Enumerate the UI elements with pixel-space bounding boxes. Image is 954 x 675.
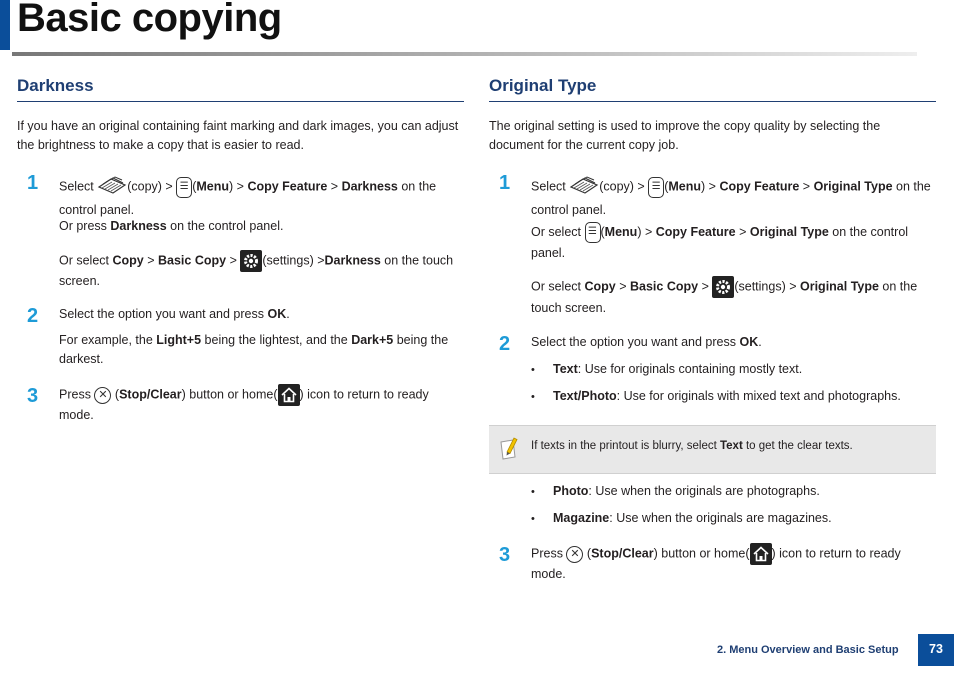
- stop-clear-icon: ✕: [566, 546, 583, 563]
- original-type-step1-text: Select (copy) > ☰ (Menu) > Copy Feature > Original Type on the control panel.: [531, 173, 936, 220]
- step-number: 1: [27, 172, 39, 194]
- original-type-step1-or-select-copy: Or select Copy > Basic Copy > (settings) > Original Type on the touch screen.: [531, 276, 936, 319]
- note-icon: [498, 436, 520, 465]
- footer-chapter: 2. Menu Overview and Basic Setup: [717, 644, 899, 656]
- title-accent-bar: [0, 0, 10, 50]
- original-type-step2-text: Select the option you want and press OK.: [531, 335, 762, 349]
- list-item: • Magazine: Use when the originals are magazines.: [531, 511, 832, 525]
- title-rule: [12, 52, 917, 56]
- gear-icon: [712, 276, 734, 298]
- darkness-step2-example: For example, the Light+5 being the lightest, and the Dark+5 being the darkest.: [59, 333, 449, 366]
- list-item: • Text: Use for originals containing mostly text.: [531, 362, 803, 376]
- stop-clear-icon: ✕: [94, 387, 111, 404]
- original-type-intro: The original setting is used to improve the copy quality by selecting the document for the current copy job.: [489, 119, 881, 152]
- darkness-heading-rule: [17, 101, 464, 102]
- menu-icon: ☰: [648, 177, 664, 198]
- original-type-step1-or-select-menu: Or select ☰ (Menu) > Copy Feature > Original Type on the control panel.: [531, 222, 936, 264]
- darkness-heading: Darkness: [17, 76, 94, 95]
- note-text: If texts in the printout is blurry, select Text to get the clear texts.: [531, 440, 853, 452]
- step-number: 3: [499, 544, 511, 566]
- original-type-heading-rule: [489, 101, 936, 102]
- step-number: 2: [499, 333, 511, 355]
- darkness-step1-text: Select (copy) > ☰ (Menu) > Copy Feature > Darkness on the control panel.: [59, 173, 464, 220]
- home-icon: [278, 384, 300, 406]
- copy-icon: [569, 173, 599, 201]
- gear-icon: [240, 250, 262, 272]
- note-box: [489, 425, 936, 474]
- darkness-step1-or-select: Or select Copy > Basic Copy > (settings) >Darkness on the touch screen.: [59, 250, 464, 291]
- original-type-heading: Original Type: [489, 76, 597, 95]
- home-icon: [750, 543, 772, 565]
- darkness-step2-text: Select the option you want and press OK.: [59, 307, 290, 321]
- step-number: 2: [27, 305, 39, 327]
- original-type-step3-text: Press ✕ (Stop/Clear) button or home( ) icon to return to ready mode.: [531, 543, 936, 584]
- step-number: 1: [499, 172, 511, 194]
- menu-icon: ☰: [585, 222, 601, 243]
- darkness-step3-text: Press ✕ (Stop/Clear) button or home( ) icon to return to ready mode.: [59, 384, 464, 425]
- step-number: 3: [27, 385, 39, 407]
- darkness-intro: If you have an original containing faint marking and dark images, you can adjust the brightness to make a copy that is easier to read.: [17, 119, 459, 152]
- page-title: Basic copying: [17, 0, 282, 40]
- copy-icon: [97, 173, 127, 201]
- menu-icon: ☰: [176, 177, 192, 198]
- list-item: • Text/Photo: Use for originals with mixed text and photographs.: [531, 389, 901, 403]
- page-number: 73: [918, 634, 954, 666]
- darkness-step1-or-press: Or press Darkness on the control panel.: [59, 219, 284, 233]
- list-item: • Photo: Use when the originals are photographs.: [531, 484, 820, 498]
